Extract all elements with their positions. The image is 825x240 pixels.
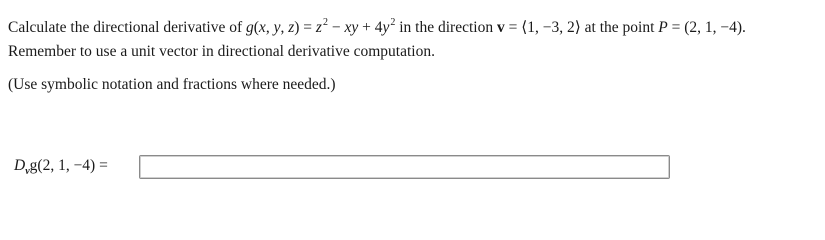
answer-label-subscript: v: [25, 166, 30, 177]
problem-statement: [8, 17, 820, 63]
answer-label-prefix: D: [14, 157, 26, 174]
notation-note: (Use symbolic notation and fractions where needed.): [8, 76, 336, 93]
direction-vector: v = ⟨1, −3, 2⟩: [496, 19, 581, 36]
point-expression: P = (2, 1, −4).: [658, 19, 746, 36]
answer-label-rest: g(2, 1, −4) =: [29, 157, 108, 174]
answer-row: [14, 155, 670, 179]
answer-input[interactable]: [139, 155, 670, 179]
question-intro: Calculate the directional derivative of: [8, 19, 246, 36]
question-middle: in the direction: [395, 19, 497, 36]
question-line: [8, 17, 820, 41]
question-point-text: at the point: [580, 19, 659, 36]
reminder-text: Remember to use a unit vector in directional derivative computation.: [8, 43, 435, 60]
answer-label: [14, 155, 139, 179]
function-expression: g(x, y, $z) = z^2$ − xy + $4y^2$: [246, 17, 396, 36]
